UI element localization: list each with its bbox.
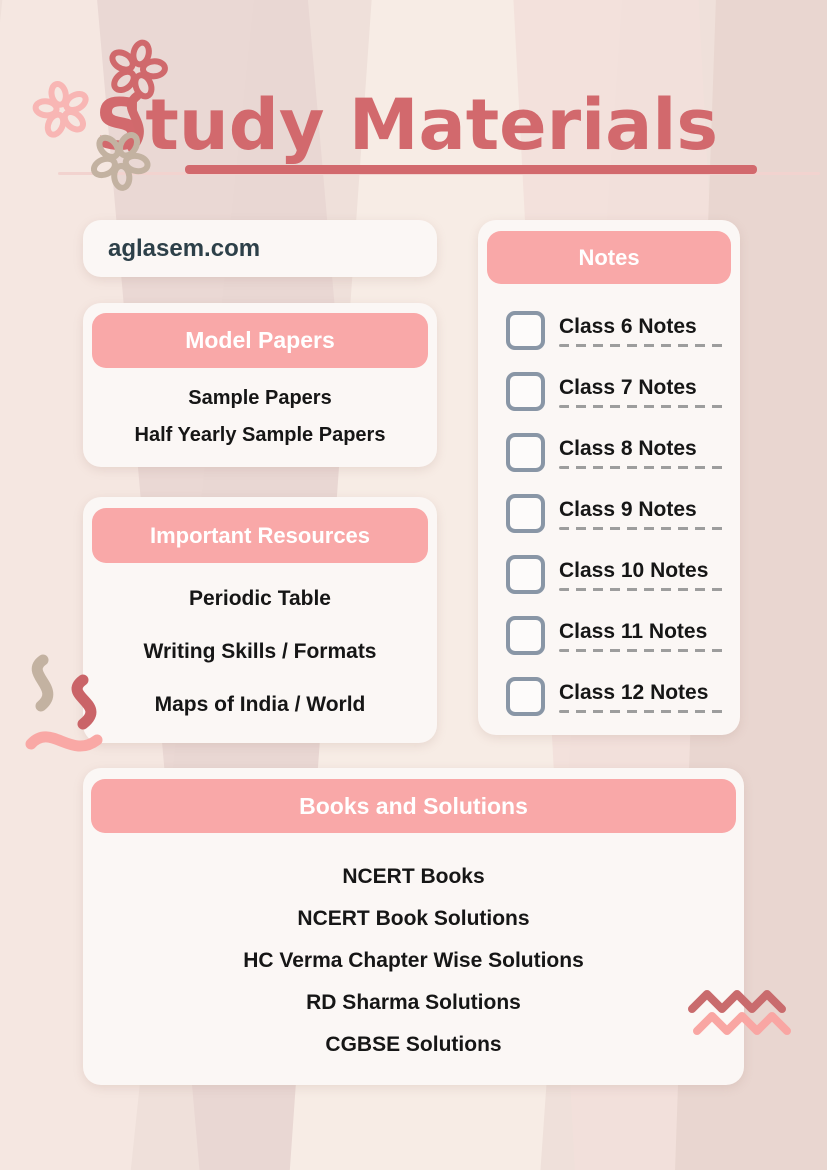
notes-checkbox[interactable] bbox=[506, 616, 545, 655]
model-papers-card bbox=[83, 303, 437, 467]
notes-item-label[interactable]: Class 6 Notes bbox=[559, 314, 697, 338]
notes-item-label[interactable]: Class 7 Notes bbox=[559, 375, 697, 399]
books-item[interactable]: NCERT Book Solutions bbox=[297, 907, 530, 930]
notes-checkbox[interactable] bbox=[506, 372, 545, 411]
dashed-underline bbox=[559, 649, 724, 652]
notes-item-label[interactable]: Class 10 Notes bbox=[559, 558, 709, 582]
notes-checkbox[interactable] bbox=[506, 311, 545, 350]
notes-card bbox=[478, 220, 740, 735]
notes-row bbox=[478, 616, 740, 655]
books-item[interactable]: RD Sharma Solutions bbox=[306, 991, 521, 1014]
dashed-underline bbox=[559, 405, 724, 408]
section-header-books-and-solutions: Books and Solutions bbox=[91, 779, 736, 833]
model-papers-item[interactable]: Half Yearly Sample Papers bbox=[134, 424, 386, 446]
notes-row bbox=[478, 372, 740, 411]
notes-item-label[interactable]: Class 8 Notes bbox=[559, 436, 697, 460]
notes-checkbox[interactable] bbox=[506, 494, 545, 533]
notes-checkbox[interactable] bbox=[506, 677, 545, 716]
notes-checkbox[interactable] bbox=[506, 433, 545, 472]
resource-item[interactable]: Maps of India / World bbox=[154, 693, 366, 716]
site-url[interactable]: aglasem.com bbox=[108, 235, 261, 262]
page-title: Study Materials bbox=[95, 84, 719, 166]
notes-row bbox=[478, 433, 740, 472]
dashed-underline bbox=[559, 710, 724, 713]
notes-item-label[interactable]: Class 9 Notes bbox=[559, 497, 697, 521]
notes-row bbox=[478, 311, 740, 350]
section-header-model-papers: Model Papers bbox=[92, 313, 428, 368]
important-resources-card bbox=[83, 497, 437, 743]
title-underline bbox=[185, 165, 757, 174]
section-header-important-resources: Important Resources bbox=[92, 508, 428, 563]
resource-item[interactable]: Writing Skills / Formats bbox=[143, 640, 377, 663]
books-item[interactable]: HC Verma Chapter Wise Solutions bbox=[243, 949, 584, 972]
dashed-underline bbox=[559, 344, 724, 347]
notes-item-label[interactable]: Class 11 Notes bbox=[559, 619, 708, 643]
site-link-card bbox=[83, 220, 437, 277]
flower-decorations bbox=[18, 28, 218, 203]
books-item[interactable]: NCERT Books bbox=[342, 865, 485, 888]
dashed-underline bbox=[559, 466, 724, 469]
notes-row bbox=[478, 555, 740, 594]
model-papers-item[interactable]: Sample Papers bbox=[188, 387, 332, 409]
zigzag-decoration-icon bbox=[688, 985, 793, 1040]
resource-item[interactable]: Periodic Table bbox=[189, 587, 331, 610]
notes-row bbox=[478, 494, 740, 533]
books-item[interactable]: CGBSE Solutions bbox=[325, 1033, 502, 1056]
squiggle-decoration-icon bbox=[15, 648, 115, 763]
notes-row bbox=[478, 677, 740, 716]
notes-item-label[interactable]: Class 12 Notes bbox=[559, 680, 709, 704]
books-and-solutions-card bbox=[83, 768, 744, 1085]
tan-flower-icon bbox=[81, 121, 159, 198]
section-header-notes: Notes bbox=[487, 231, 731, 284]
dashed-underline bbox=[559, 527, 724, 530]
notes-checkbox[interactable] bbox=[506, 555, 545, 594]
pink-flower-icon bbox=[30, 78, 94, 140]
dashed-underline bbox=[559, 588, 724, 591]
